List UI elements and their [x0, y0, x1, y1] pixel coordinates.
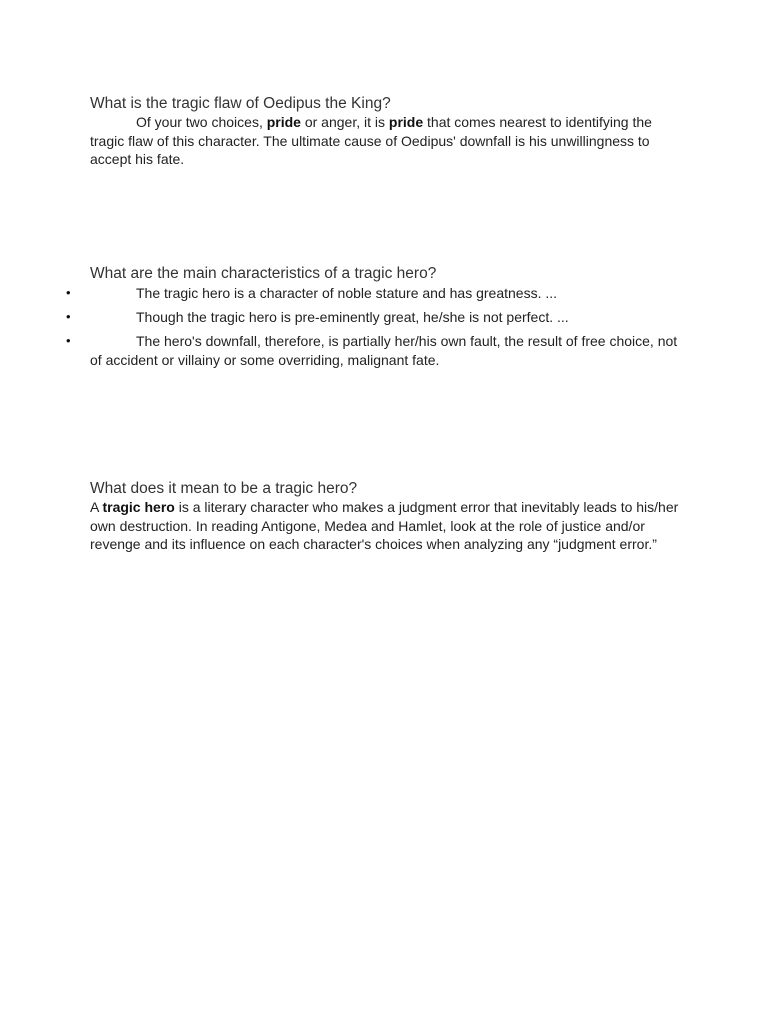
text-run: A — [90, 499, 103, 515]
section-tragic-hero-characteristics — [66, 264, 690, 369]
characteristics-list — [66, 284, 690, 369]
text-run: Of your two choices, — [136, 114, 267, 130]
list-item — [66, 308, 690, 327]
bullet-icon: • — [66, 285, 71, 300]
section-oedipus-flaw — [90, 94, 690, 169]
section-heading: What are the main characteristics of a tragic hero? — [90, 265, 437, 282]
list-item — [66, 332, 690, 369]
section-paragraph — [90, 113, 690, 169]
list-item-text: Though the tragic hero is pre-eminently great, he/she is not perfect. ... — [136, 308, 569, 325]
section-heading: What is the tragic flaw of Oedipus the King? — [90, 95, 391, 112]
list-item — [66, 284, 690, 303]
section-heading: What does it mean to be a tragic hero? — [90, 480, 358, 497]
text-run: is a literary character who makes a judgment error that inevitably leads to his/her own destruction. In reading Antigone, Medea and Hamlet, look at the role of justice and/or revenge and its influence on each character's choices when analyzing any “judgment error.” — [90, 499, 679, 552]
bold-term: pride — [266, 114, 301, 130]
section-tragic-hero-meaning — [90, 479, 690, 554]
list-item-text: The hero's downfall, therefore, is partially her/his own fault, the result of free choice, not of accident or villainy or some overriding, malignant fate. — [90, 333, 678, 368]
text-run: or anger, it is — [300, 114, 389, 130]
bullet-icon: • — [66, 308, 71, 324]
list-item-text: The tragic hero is a character of noble stature and has greatness. ... — [136, 285, 558, 301]
bold-term: pride — [388, 114, 424, 130]
text-run: that comes nearest to identifying the tragic flaw of this character. The ultimate cause of Oedipus' downfall is his unwillingness to accept his fate. — [90, 114, 652, 167]
bold-term: tragic hero — [102, 499, 175, 515]
section-paragraph — [90, 498, 690, 554]
bullet-icon: • — [66, 333, 71, 348]
